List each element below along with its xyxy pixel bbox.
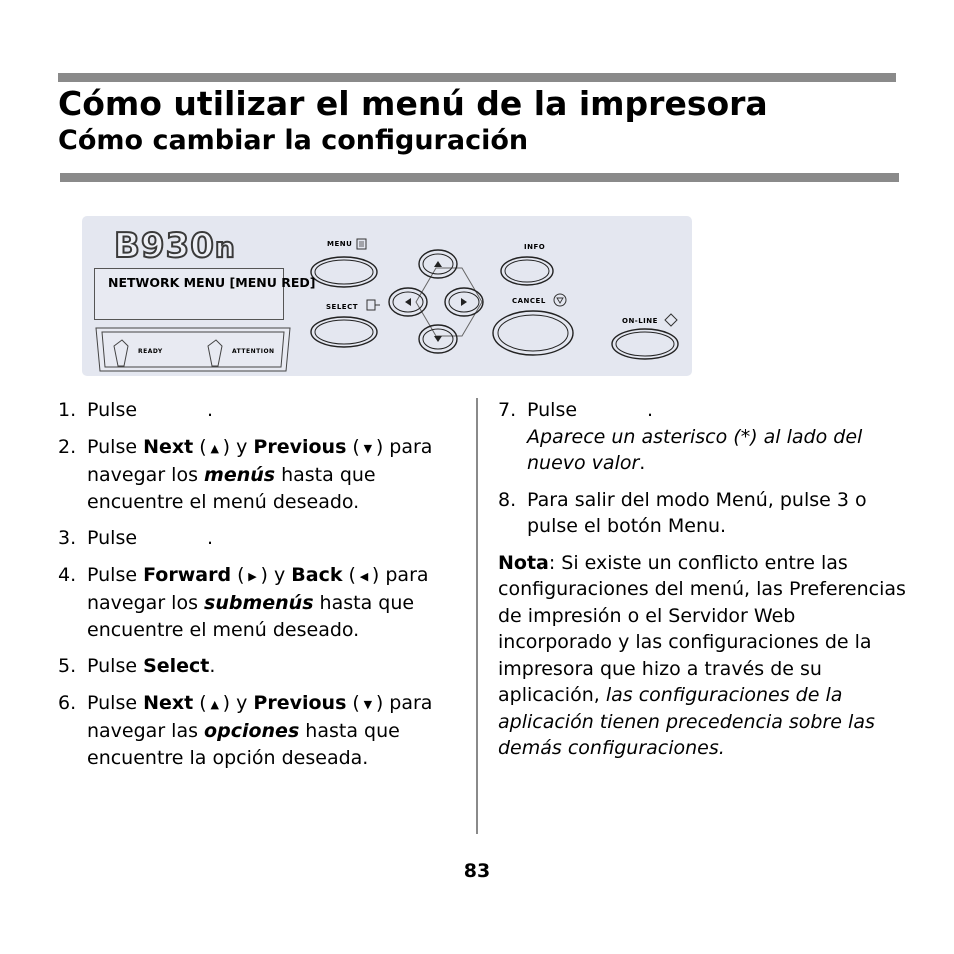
steps-left-column (58, 397, 468, 781)
list-item: 2. Pulse Next ( ▲ ) y Previous ( ▼ ) para navegar los menús hasta que encuentre el menú deseado. (58, 435, 433, 513)
up-arrow-icon: ▲ (210, 441, 219, 455)
printer-model-logo: B930n (114, 226, 236, 266)
cancel-button (493, 311, 573, 355)
page-number: 83 (463, 860, 491, 882)
list-item: 3. Pulse . (58, 527, 214, 549)
header-rule-bottom (60, 173, 899, 182)
menu-button (311, 257, 377, 287)
list-item: 4. Pulse Forward ( ▶ ) y Back ( ◀ ) para navegar los submenús hasta que encuentre el menú deseado. (58, 563, 429, 641)
list-item: 1. Pulse . (58, 399, 214, 421)
select-button (311, 317, 377, 347)
steps-right-column (498, 397, 908, 762)
list-item: 8. Para salir del modo Menú, pulse 3 o pulse el botón Menu. (498, 488, 867, 537)
header-rule-top (58, 73, 896, 82)
select-label: SELECT (326, 303, 358, 311)
info-label: INFO (524, 243, 546, 251)
attention-label: ATTENTION (232, 348, 275, 355)
lcd-text: NETWORK MENU [MENU RED] (108, 275, 316, 290)
online-label: ON-LINE (622, 317, 658, 325)
down-arrow-icon: ▼ (363, 441, 373, 455)
list-item: 6. Pulse Next ( ▲ ) y Previous ( ▼ ) para navegar las opciones hasta que encuentre la opción deseada. (58, 691, 433, 769)
up-arrow-icon: ▲ (210, 697, 219, 711)
page-title: Cómo utilizar el menú de la impresora (58, 84, 768, 123)
left-arrow-icon: ◀ (359, 569, 369, 583)
info-button (501, 257, 553, 285)
right-arrow-icon: ▶ (248, 569, 257, 583)
column-divider (476, 398, 478, 834)
note-paragraph: Nota: Si existe un conflicto entre las configuraciones del menú, las Preferencias de impresión o el Servidor Web incorporado y las configuraciones de la impresora que hizo a través de su aplicación, las configuraciones de la aplicación tienen precedencia sobre las demás configuraciones. (498, 551, 906, 759)
page-subtitle: Cómo cambiar la configuración (58, 125, 529, 156)
list-item: 7. Pulse . Aparece un asterisco (*) al lado del nuevo valor. (498, 399, 863, 474)
list-item: 5. Pulse Select. (58, 655, 216, 677)
menu-label: MENU (327, 240, 353, 248)
online-button (612, 329, 678, 359)
note-label: Nota (498, 551, 549, 574)
ready-label: READY (138, 348, 163, 355)
cancel-label: CANCEL (512, 297, 546, 305)
down-arrow-icon: ▼ (363, 697, 373, 711)
printer-operator-panel (82, 216, 692, 376)
